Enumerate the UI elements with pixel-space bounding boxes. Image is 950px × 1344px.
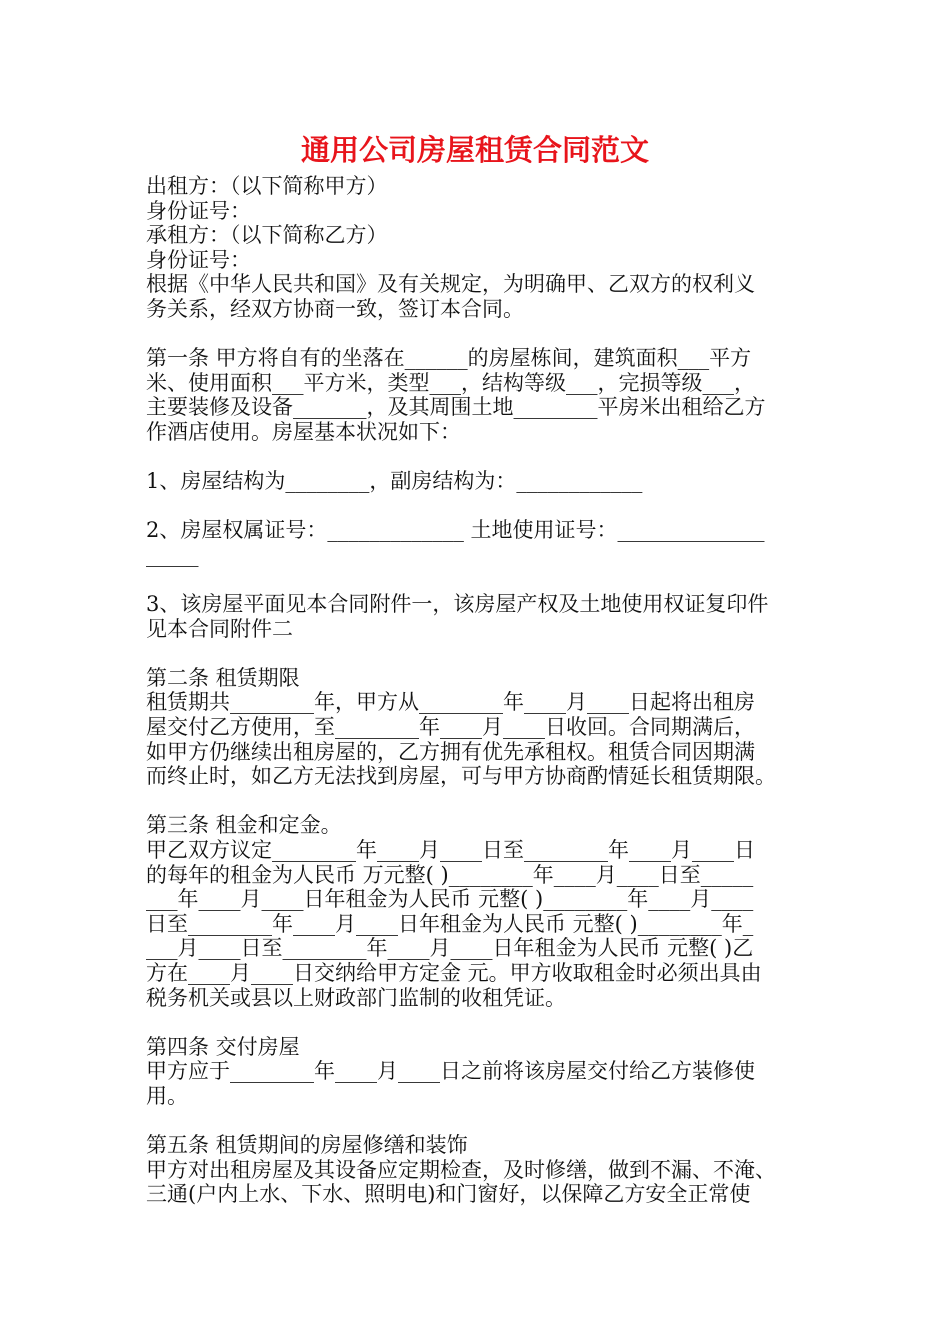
blank-line [146, 322, 816, 347]
blank-line [146, 789, 816, 814]
text-line: 身份证号： [146, 247, 251, 272]
text-line: 甲方应于________年____月____日之前将该房屋交付给乙方装修使 [146, 1059, 755, 1084]
text-line: ___月____日至________年____月____日年租金为人民币 元整( )乙 [146, 936, 754, 961]
text-line: 日至________年____月____日年租金为人民币 元整( )________年_ [146, 911, 754, 936]
blank-line [146, 445, 816, 470]
blank-line [146, 568, 816, 593]
text-line: 见本合同附件二 [146, 616, 293, 641]
blank-line [146, 1109, 816, 1134]
text-line: 第三条 租金和定金。 [146, 813, 342, 838]
blank-line [146, 1010, 816, 1035]
text-line: 如甲方仍继续出租房屋的，乙方拥有优先承租权。租赁合同因期满 [146, 739, 755, 764]
text-line: 三通(户内上水、下水、照明电)和门窗好，以保障乙方安全正常使 [146, 1182, 751, 1207]
text-line: 作酒店使用。房屋基本状况如下： [146, 419, 461, 444]
text-line: 而终止时，如乙方无法找到房屋，可与甲方协商酌情延长租赁期限。 [146, 764, 776, 789]
text-line: 承租方：（以下简称乙方） [146, 223, 388, 248]
text-line: 出租方：（以下简称甲方） [146, 174, 388, 198]
text-line: 税务机关或县以上财政部门监制的收租凭证。 [146, 985, 566, 1010]
text-line: 3、该房屋平面见本合同附件一，该房屋产权及土地使用权证复印件 [146, 592, 769, 617]
text-line: 第五条 租赁期间的房屋修缮和装饰 [146, 1133, 468, 1158]
text-line: 务关系，经双方协商一致，签订本合同。 [146, 296, 524, 321]
text-line: 屋交付乙方使用，至________年____月____日收回。合同期满后， [146, 715, 755, 740]
text-line: ___年____月____日年租金为人民币 元整( )________年____月____ [146, 887, 754, 912]
text-line: 甲乙双方议定________年____月____日至________年____月____日 [146, 838, 755, 863]
blank-line [146, 494, 816, 519]
text-line: 根据《中华人民共和国》及有关规定，为明确甲、乙双方的权利义 [146, 272, 755, 297]
text-line: 的每年的租金为人民币 万元整( )________年____月____日至_____ [146, 862, 754, 887]
text-line: 方在____月____日交纳给甲方定金 元。甲方收取租金时必须出具由 [146, 961, 762, 985]
text-line: 身份证号： [146, 198, 251, 223]
blank-line [146, 641, 816, 666]
document-title: 通用公司房屋租赁合同范文 [300, 133, 649, 167]
text-line: 租赁期共________年，甲方从________年____月____日起将出租房 [146, 690, 755, 715]
text-line: 第一条 甲方将自有的坐落在______的房屋栋间，建筑面积___平方 [146, 346, 752, 371]
document-body [146, 174, 816, 1207]
text-line: 主要装修及设备_______，及其周围土地________平房米出租给乙方 [146, 395, 766, 420]
text-line: 第二条 租赁期限 [146, 665, 300, 690]
text-line: 第四条 交付房屋 [146, 1034, 300, 1059]
text-line: 米、使用面积___平方米，类型___，结构等级___，完损等级___， [146, 370, 755, 395]
text-line: 1、房屋结构为________，副房结构为：____________ [146, 469, 643, 494]
text-line: 甲方对出租房屋及其设备应定期检查，及时修缮，做到不漏、不淹、 [146, 1157, 776, 1182]
text-line: 2、房屋权属证号：_____________ 土地使用证号：______________ [146, 518, 765, 543]
text-line: _____ [146, 542, 199, 567]
text-line: 用。 [146, 1083, 188, 1108]
